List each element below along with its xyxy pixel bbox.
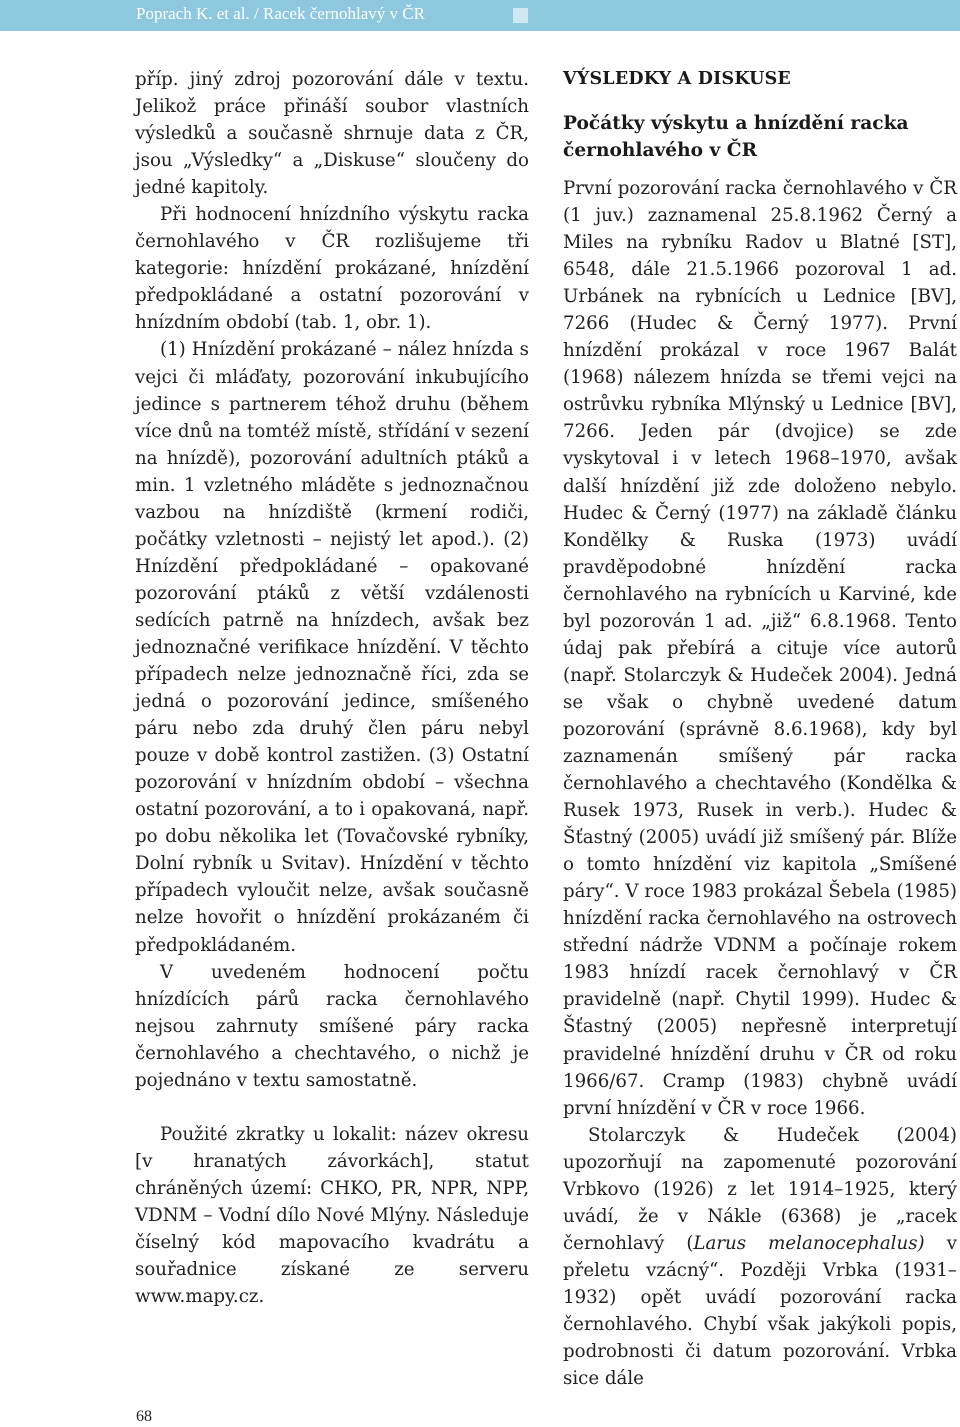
right-column	[563, 66, 957, 1392]
left-paragraph-4: V uvedeném hodnocení počtu hnízdících párů racka černohlavého nejsou zahrnuty smíšené páry racka černohlavého a chechtavého, o nichž je pojednáno v textu samostatně.	[135, 961, 529, 1091]
running-title: Poprach K. et al. / Racek černohlavý v ČR	[136, 4, 425, 23]
left-paragraph-1: příp. jiný zdroj pozorování dále v textu. Jelikož práce přináší soubor vlastních výsledků a současně shrnuje data z ČR, jsou „Výsledky“ a „Diskuse“ sloučeny do jedné kapitoly.	[135, 69, 529, 199]
right-paragraph-2	[563, 1122, 957, 1392]
header-square-icon	[513, 8, 528, 23]
section-heading: VÝSLEDKY A DISKUSE	[563, 69, 791, 89]
right-paragraph-1: První pozorování racka černohlavého v ČR (1 juv.) zaznamenal 25.8.1962 Černý a Miles na rybníku Radov u Blatné [ST], 6548, dále 21.5.1966 pozoroval 1 ad. Urbánek na rybnících u Lednice [BV], 7266 (Hudec & Černý 1977). První hnízdění prokázal v roce 1967 Balát (1968) nálezem hnízda se třemi vejci na ostrůvku rybníka Mlýnský u Lednice [BV], 7266. Jeden pár (dvojice) se zde vyskytoval i v letech 1968–1970, avšak další hnízdění již zde doloženo nebylo. Hudec & Černý (1977) na základě článku Kondělky & Ruska (1973) uvádí pravděpodobné hnízdění racka černohlavého na rybnících u Karviné, kde byl pozorován 1 ad. „již“ 6.8.1968. Tento údaj pak přebírá a cituje více autorů (např. Stolarczyk & Hudeček 2004). Jedná se však o chybně uvedené datum pozorování (správně 8.6.1968), kdy byl zaznamenán smíšený pár racka černohlavého a chechtavého (Kondělka & Rusek 1973, Rusek in verb.). Hudec & Šťastný (2005) uvádí již smíšený pár. Blíže o tomto hnízdění viz kapitola „Smíšené páry“. V roce 1983 prokázal Šebela (1985) hnízdění racka černohlavého na ostrovech střední nádrže VDNM a počínaje rokem 1983 hnízdí racek černohlavý v ČR pravidelně (např. Chytil 1999). Hudec & Šťastný (2005) nepřesně interpretují pravidelné hnízdění druhu v ČR od roku 1966/67. Cramp (1983) chybně uvádí první hnízdění v ČR v roce 1966.	[563, 178, 957, 1119]
species-latin-name: Larus melanocephalus)	[693, 1232, 925, 1254]
paragraph-text-end: v přeletu vzácný“. Později Vrbka (1931–1932) opět uvádí pozorování racka černohlavého. Chybí však jakýkoli popis, podrobnosti či datum pozorování. Vrbka sice dále	[563, 1232, 957, 1390]
page-number: 68	[136, 1408, 152, 1425]
left-paragraph-2: Při hodnocení hnízdního výskytu racka černohlavého v ČR rozlišujeme tři kategorie: hnízdění prokázané, hnízdění předpokládané a ostatní pozorování v hnízdním období (tab. 1, obr. 1).	[135, 204, 529, 334]
paragraph-text-start: Stolarczyk & Hudeček (2004) upozorňují na zapomenuté pozorování Vrbkovo (1926) z let 1914–1925, který uvádí, že v Nákle (6368) je „racek černohlavý (	[563, 1124, 957, 1254]
running-header-bar	[0, 0, 960, 31]
left-column	[135, 66, 529, 1310]
left-paragraph-3: (1) Hnízdění prokázané – nález hnízda s vejci či mláďaty, pozorování inkubujícího jedince s partnerem téhož druhu (během více dnů na tomtéž místě, střídání v sezení na hnízdě), pozorování adultních ptáků a min. 1 vzletného mláděte s jednoznačnou vazbou na hnízdiště (krmení rodiči, počátky vzletnosti – nejistý let apod.). (2) Hnízdění předpokládané – opakované pozorování ptáků z větší vzdálenosti sedících patrně na hnízdech, avšak bez jednoznačné verifikace hnízdění. V těchto případech nelze jednoznačně říci, zda se jedná o pozorování jedince, smíšeného páru nebo zda druhý člen páru nebyl pouze v době kontrol zastižen. (3) Ostatní pozorování v hnízdním období – všechna ostatní pozorování, a to i opakovaná, např. po dobu několika let (Tovačovské rybníky, Dolní rybník u Svitav). Hnízdění v těchto případech vyloučit nelze, avšak současně nelze hovořit o hnízdění prokázaném či předpokládaném.	[135, 339, 529, 956]
abbreviations-paragraph: Použité zkratky u lokalit: název okresu [v hranatých závorkách], statut chráněných území: CHKO, PR, NPR, NPP, VDNM – Vodní dílo Nové Mlýny. Následuje číselný kód mapovacího kvadrátu a souřadnice získané ze serveru www.mapy.cz.	[135, 1123, 529, 1308]
subsection-heading: Počátky výskytu a hnízdění racka černohlavého v ČR	[563, 113, 909, 161]
